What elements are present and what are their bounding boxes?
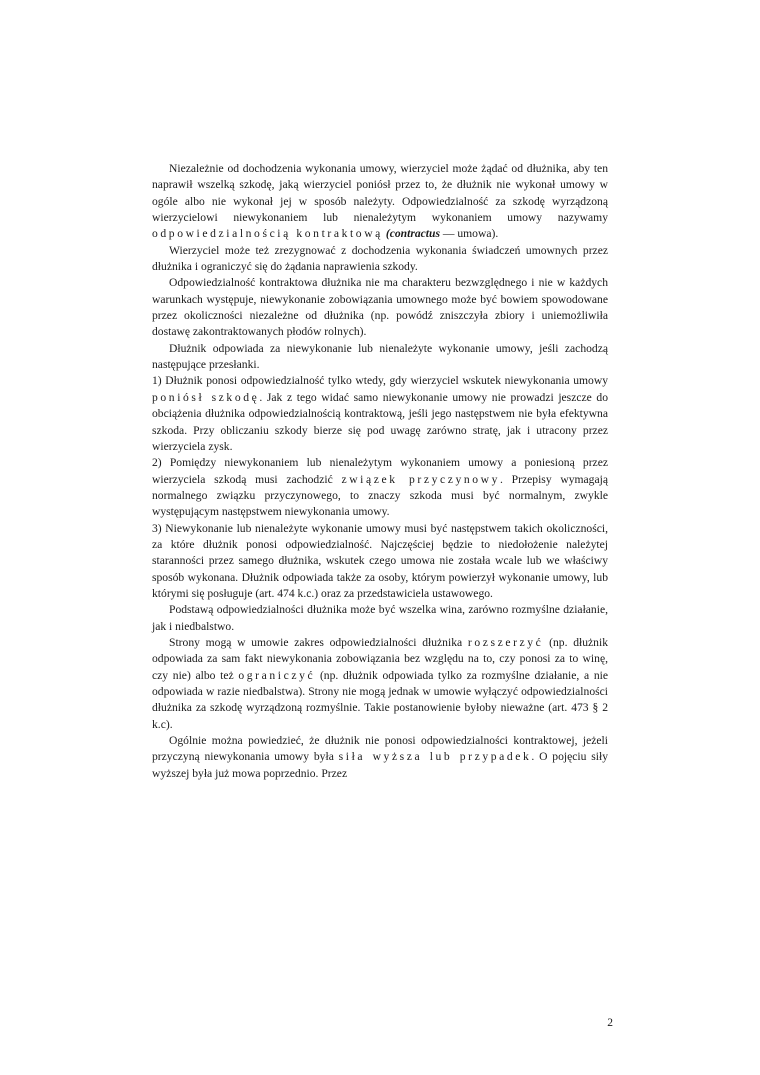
paragraph-3 bbox=[152, 275, 608, 340]
list-item-2-end: . Przepisy wymagają normalnego związku przyczynowego, to znaczy szkoda musi być normalnym, zwykle występującym następstwem niewykonania umowy. bbox=[152, 472, 608, 519]
term-ograniczyc: ograniczyć bbox=[238, 668, 316, 682]
paragraph-1-text: Niezależnie od dochodzenia wykonania umowy, wierzyciel może żądać od dłużnika, aby ten naprawił wszelką szkodę, jaką wierzyciel poniósł przez to, że dłużnik nie wykonał umowy w ogóle albo nie wykonał jej w sposób należyty. Odpowiedzialność za szkodę wyrządzoną wierzycielowi niewykonaniem lub nienależytym wykonaniem umowy nazywamy bbox=[152, 162, 608, 225]
paragraph-8-text: Podstawą odpowiedzialności dłużnika może być wszelka wina, zarówno rozmyślne działanie, jak i niedbalstwo. bbox=[152, 603, 608, 633]
paragraph-9-end: (np. dłużnik odpowiada tylko za rozmyślne działanie, a nie odpowiada w razie niedbalstwa). Strony nie mogą jednak w umowie wyłączyć odpowiedzialności dłużnika za szkodę wyrządzoną rozmyślnie. Takie postanowienie byłoby nieważne (art. 473 § 2 k.c). bbox=[152, 668, 608, 731]
paragraph-4 bbox=[152, 341, 608, 374]
paragraph-1 bbox=[152, 161, 608, 243]
paragraph-9 bbox=[152, 635, 608, 733]
page-number: 2 bbox=[607, 1017, 613, 1029]
paragraph-2 bbox=[152, 243, 608, 276]
term-odpowiedzialnosc-kontraktowa: odpowiedzialnością kontraktową bbox=[152, 227, 383, 241]
term-sila-wyzsza: siła wyższa lub przypadek bbox=[338, 750, 532, 764]
list-item-3-text: 3) Niewykonanie lub nienależyte wykonanie umowy musi być następstwem takich okoliczności, za które dłużnik ponosi odpowiedzialność. Najczęściej będzie to niedołożenie należytej staranności przez samego dłużnika, wskutek czego umowa nie została wcale lub we właściwy sposób wykonana. Dłużnik odpowiada także za osoby, którym powierzył wykonanie umowy, lub którymi się posługuje (art. 474 k.c.) oraz za przedstawiciela ustawowego. bbox=[152, 521, 608, 600]
list-item-2 bbox=[152, 455, 608, 520]
paragraph-4-text: Dłużnik odpowiada za niewykonanie lub nienależyte wykonanie umowy, jeśli zachodzą następujące przesłanki. bbox=[152, 341, 608, 372]
term-zwiazek-przyczynowy: związek przyczynowy bbox=[341, 472, 501, 486]
paragraph-9-text: Strony mogą w umowie zakres odpowiedzialności dłużnika bbox=[169, 635, 468, 649]
paragraph-1-end: — umowa). bbox=[439, 227, 499, 241]
list-item-1-text: 1) Dłużnik ponosi odpowiedzialność tylko wtedy, gdy wierzyciel wskutek niewykonania umowy bbox=[152, 374, 608, 388]
paragraph-2-text: Wierzyciel może też zrezygnować z dochodzenia wykonania świadczeń umownych przez dłużnika i ograniczyć się do żądania naprawienia szkody. bbox=[152, 243, 608, 274]
paragraph-3-text: Odpowiedzialność kontraktowa dłużnika nie ma charakteru bezwzględnego i nie w każdych warunkach występuje, niewykonanie zobowiązania umownego może być bowiem spowodowane przez okoliczności niezależne od dłużnika (np. powódź zniszczyła zbiory i uniemożliwiła dostawę zakontraktowanych płodów rolnych). bbox=[152, 276, 608, 339]
list-item-1-end: . Jak z tego widać samo niewykonanie umowy nie prowadzi jeszcze do obciążenia dłużnika odpowiedzialnością kontraktową, jeśli jego następstwem nie była efektywna szkoda. Przy obliczaniu szkody bierze się pod uwagę zarówno stratę, jak i utracony przez wierzyciela zysk. bbox=[152, 390, 608, 453]
paragraph-10 bbox=[152, 733, 608, 782]
list-item-3 bbox=[152, 521, 608, 603]
term-rozszerzyc: rozszerzyć bbox=[467, 635, 544, 649]
paragraph-10-text: Ogólnie można powiedzieć, że dłużnik nie ponosi odpowiedzialności kontraktowej, jeżeli przyczyną niewykonania umowy była bbox=[152, 734, 608, 764]
list-item-2-text: 2) Pomiędzy niewykonaniem lub nienależytym wykonaniem umowy a poniesioną przez wierzyciela szkodą musi zachodzić bbox=[152, 456, 608, 486]
paragraph-8 bbox=[152, 602, 608, 635]
body-text bbox=[152, 161, 608, 782]
term-contractus: (contractus bbox=[385, 227, 440, 241]
paragraph-9-mid: (np. dłużnik odpowiada za sam fakt niewykonania zobowiązania bez względu na to, czy ponosi za to winę, czy nie) albo też bbox=[152, 635, 608, 682]
list-item-1 bbox=[152, 373, 608, 455]
term-ponosl-szkode: poniósł szkodę bbox=[152, 390, 260, 404]
paragraph-10-end: . O pojęciu siły wyższej była już mowa poprzednio. Przez bbox=[152, 750, 608, 780]
